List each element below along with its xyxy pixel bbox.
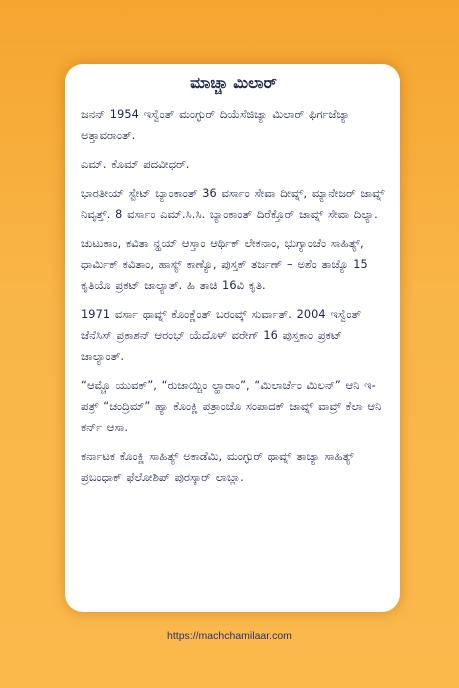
bio-paragraph-birth: ಜನನ್ 1954 ಇಸ್ವೆಂತ್ ಮಂಗ್ಳುರ್ ದಿಯೆಸೆಜಿಚ್ಯಾ ಮಿಲಾರ್ ಫಿರ್ಗಜೆಚ್ಯಾ ಅತ್ತಾವರಾಂತ್.	[81, 108, 350, 142]
bio-paragraph-award: ಕರ್ನಾಟಕ ಕೊಂಕ್ಣಿ ಸಾಹಿತ್ಯ್ ಅಕಾಡೆಮಿ, ಮಂಗ್ಳುರ್ ಥಾವ್ನ್ ತಾಚ್ಯಾ ಸಾಹಿತ್ಯ್ ಪ್ರಬಂಧಾಕ್ ಫೆಲೋಶಿಪ್ ಪುರಸ್ಕಾರ್ ಲಾಬ್ಲಾ.	[81, 450, 354, 484]
bio-paragraph-career: ಭಾರತೀಯ್ ಸ್ಟೇಟ್ ಬ್ಯಾಂಕಾಂತ್ 36 ವರ್ಸಾಂ ಸೇವಾ ದೀವ್ನ್, ಮ್ಯಾನೇಜರ್ ಜಾವ್ನ್ ನಿವೃತ್ತ್. 8 ವರ್ಸಾಂ ಎಮ್.ಸಿ.ಸಿ. ಬ್ಯಾಂಕಾಂತ್ ದಿರೆಕ್ತೊರ್ ಜಾವ್ನ್ ಸೇವಾ ದಿಲ್ಯಾ.	[81, 187, 385, 221]
website-url-link[interactable]: https://machchamilaar.com	[167, 630, 292, 642]
bio-paragraph-education: ಎಮ್. ಕೊಮ್ ಪದವೀಧರ್.	[81, 158, 190, 171]
author-name-title: ಮಾಚ್ಚಾ ಮಿಲಾರ್	[190, 74, 277, 92]
bio-paragraph-works: ಚುಟುಕಾಂ, ಕವಿತಾ ನ್ಹಯ್ ಆಸ್ತಾಂ ಆರ್ಥಿಕ್ ಲೇಕನಾಂ, ಭುಗ್ಯಾಂಚೆಂ ಸಾಹಿತ್ಯ್, ಧಾರ್ಮಿಕ್ ಕವಿತಾಂ, ಹಾಸ್ಯ್ ಕಾಣ್ಯೊ, ಪುಸ್ತಕ್ ತರ್ಜಣ್ – ಅಶೆಂ ತಾಚ್ಯೊ 15 ಕೃತಿಯೊ ಪ್ರಕಟ್ ಜಾಲ್ಯಾತ್. ಹಿ ತಾಚಿ 16ವಿ ಕೃತಿ.	[81, 237, 368, 292]
bio-card	[65, 64, 400, 612]
bio-paragraph-writing-start: 1971 ವರ್ಸಾ ಥಾವ್ನ್ ಕೊಂಕ್ಣೆಂತ್ ಬರಂವ್ಕ್ ಸುರ್ವಾತ್. 2004 ಇಸ್ವೆಂತ್ ಜೆನೆಸಿಸ್ ಪ್ರಕಾಶನ್ ಆರಂಭ್ ಯೆದೊಳ್ ವರೇಗ್ 16 ಪುಸ್ತಕಾಂ ಪ್ರಕಟ್ ಜಾಲ್ಯಾಂತ್.	[81, 308, 362, 363]
bio-paragraph-editor: “ಆಮ್ಚೊ ಯುವಕ್”, “ರುಜಾಯ್ಚಿಂ ಲ್ಹಾರಾಂ”, “ಮಿಲಾರ್ಚೆಂ ಮಿಲನ್” ಆನಿ ಇ-ಪತ್ರ್ “ಚಂದ್ರಿಮ್” ಹ್ಯಾ ಕೊಂಕ್ಣಿ ಪತ್ರಾಂಚೊ ಸಂಪಾದಕ್ ಜಾವ್ನ್ ವಾವ್ರ್ ಕೆಲಾ ಆನಿ ಕರ್ನ್ ಆಸಾ.	[81, 379, 382, 434]
